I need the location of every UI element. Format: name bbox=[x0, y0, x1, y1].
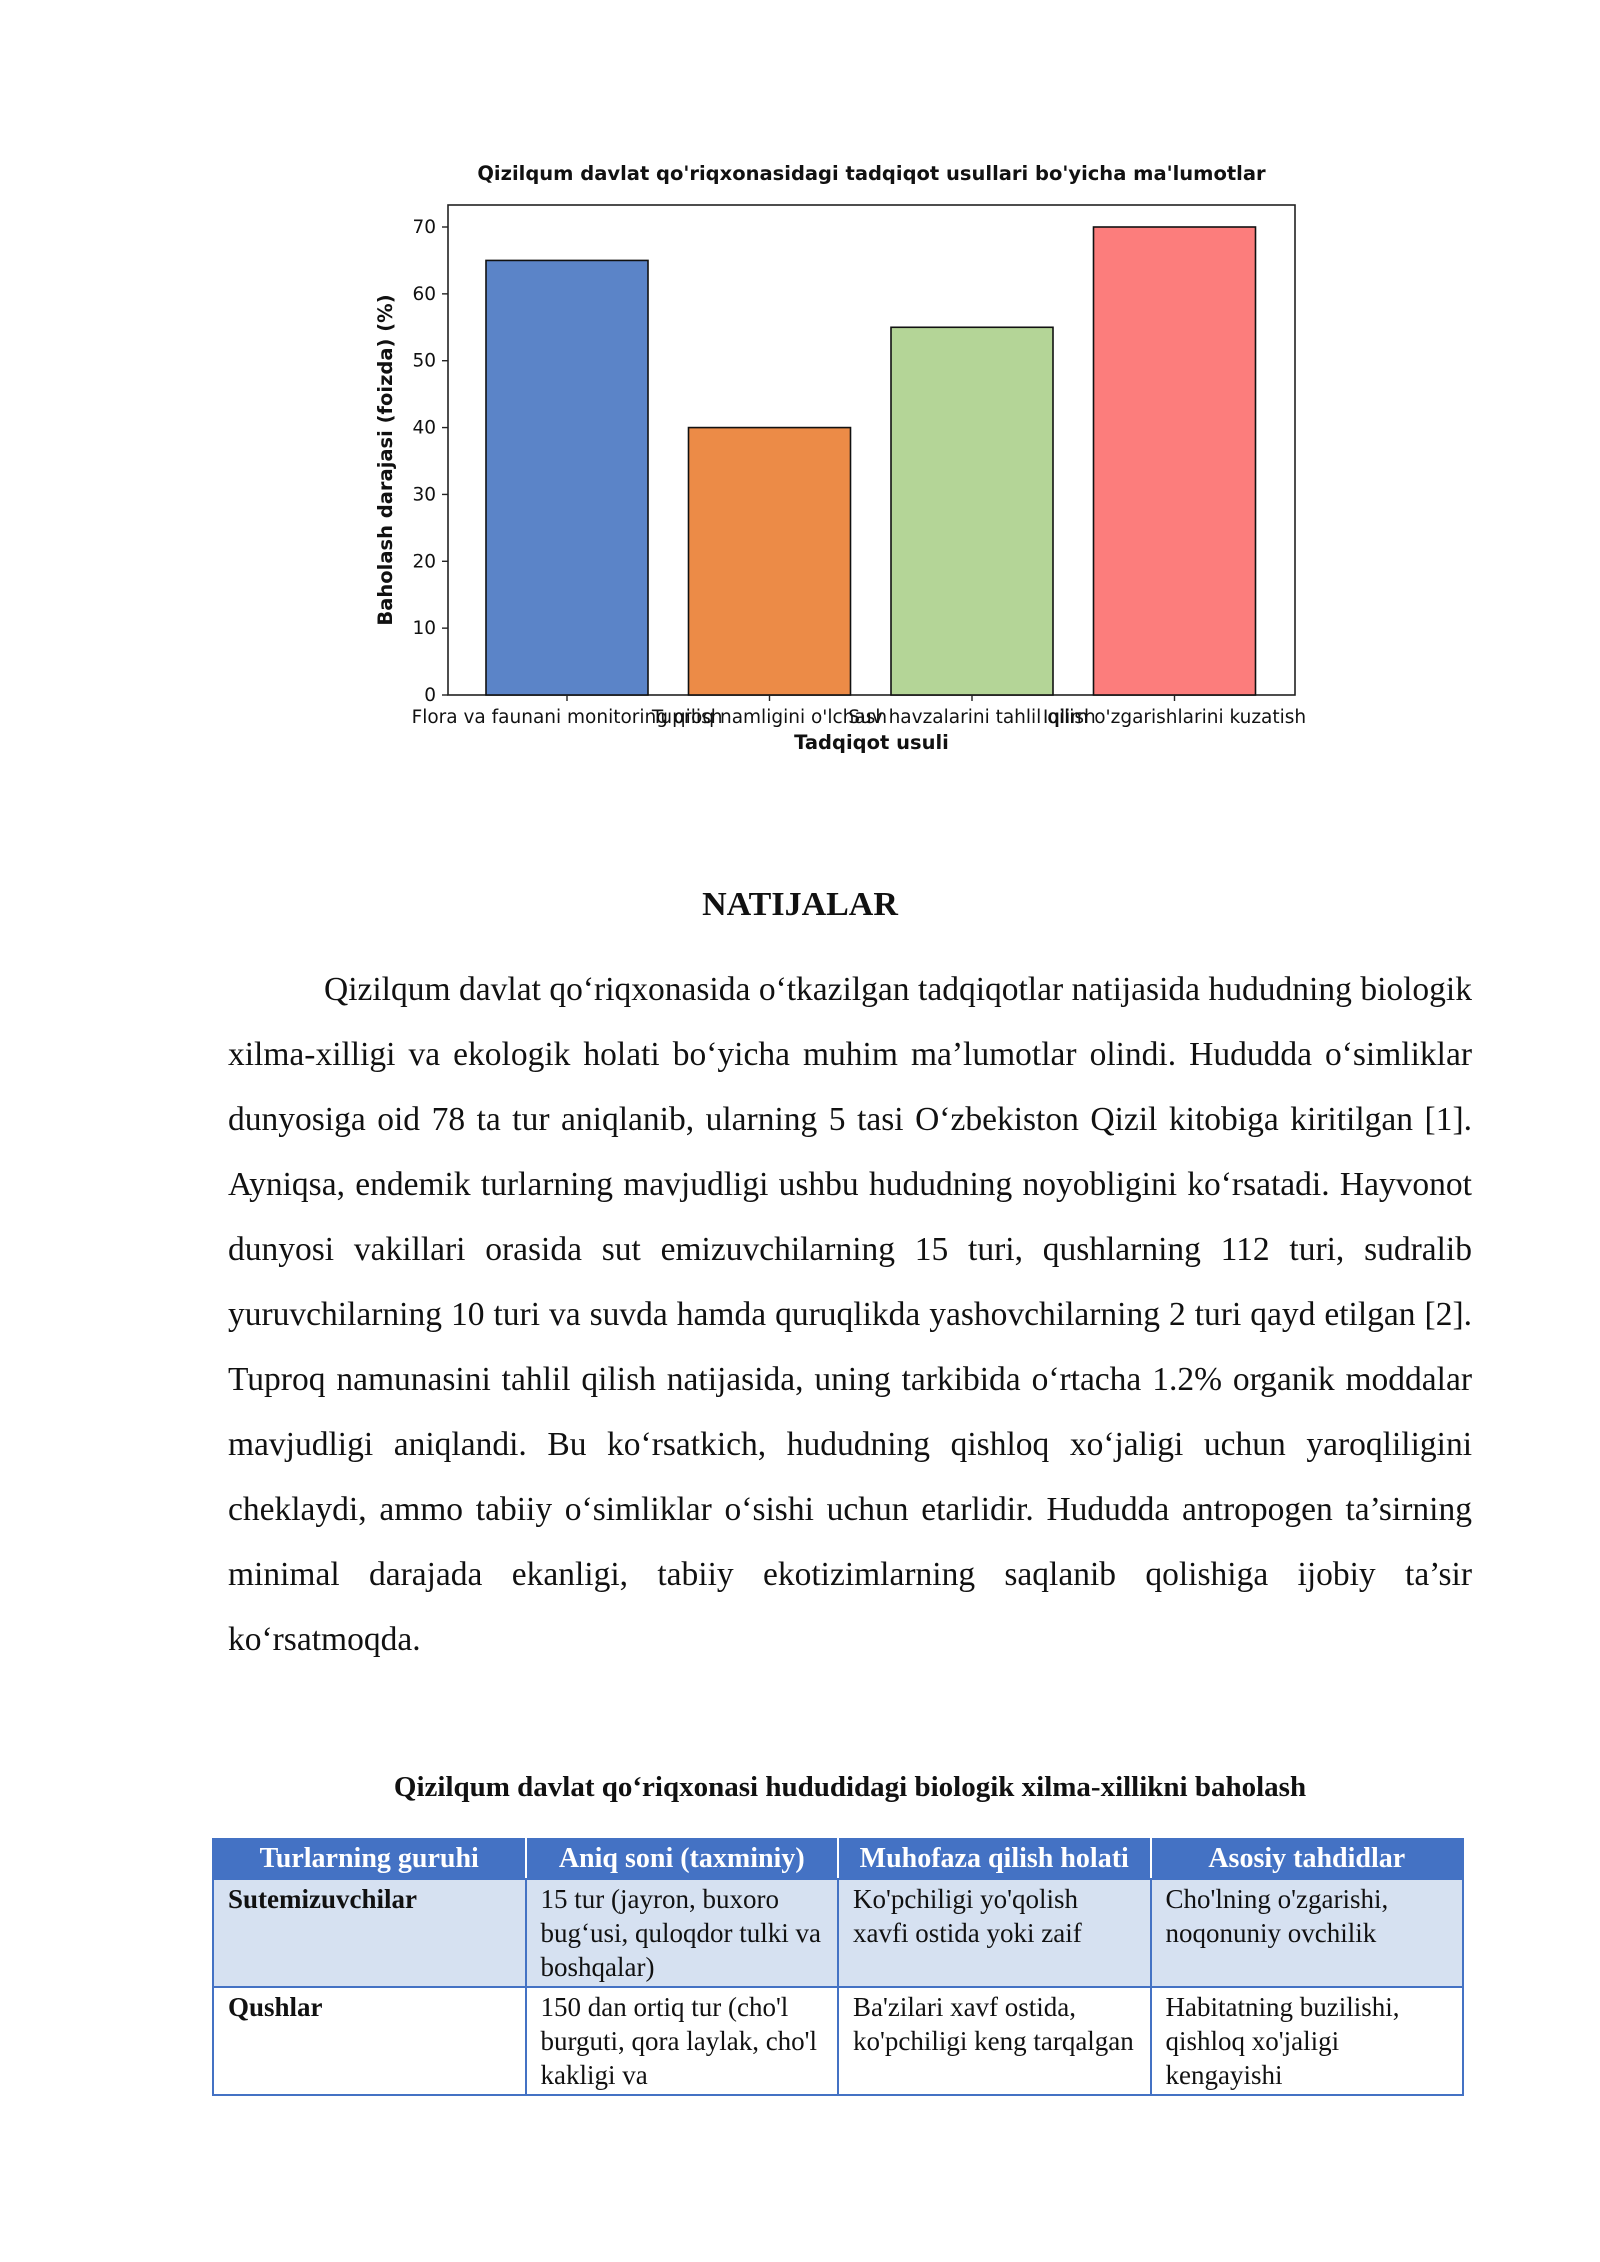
table-cell: Ko'pchiligi yo'qolish xavfi ostida yoki zaif bbox=[838, 1879, 1151, 1987]
biodiversity-table bbox=[212, 1838, 1464, 2096]
y-tick-label: 70 bbox=[412, 217, 436, 238]
body-paragraph: Qizilqum davlat qo‘riqxonasida o‘tkazilgan tadqiqotlar natijasida hududning biologik xilma-xilligi va ekologik holati bo‘yicha muhim ma’lumotlar olindi. Hududda o‘simliklar dunyosiga oid 78 ta tur aniqlanib, ularning 5 tasi O‘zbekiston Qizil kitobiga kiritilgan [1]. Ayniqsa, endemik turlarning mavjudligi ushbu hududning noyobligini ko‘rsatadi. Hayvonot dunyosi vakillari orasida sut emizuvchilarning 15 turi, qushlarning 112 turi, sudralib yuruvchilarning 10 turi va suvda hamda quruqlikda yashovchilarning 2 turi qayd etilgan [2]. Tuproq namunasini tahlil qilish natijasida, uning tarkibida o‘rtacha 1.2% organik moddalar mavjudligi aniqlandi. Bu ko‘rsatkich, hududning qishloq xo‘jaligi uchun yaroqliligini cheklaydi, ammo tabiiy o‘simliklar o‘sishi uchun etarlidir. Hududda antropogen ta’sirning minimal darajada ekanligi, tabiiy ekotizimlarning saqlanib qolishiga ijobiy ta’sir ko‘rsatmoqda. bbox=[228, 971, 1472, 1658]
y-tick-label: 30 bbox=[412, 484, 436, 506]
chart-canvas bbox=[360, 150, 1340, 770]
table-row bbox=[213, 1987, 1463, 2095]
bar-chart bbox=[360, 150, 1340, 770]
table-header-cell: Aniq soni (taxminiy) bbox=[526, 1839, 839, 1879]
y-tick-label: 20 bbox=[412, 551, 436, 573]
table-cell: Cho'lning o'zgarishi, noqonuniy ovchilik bbox=[1151, 1879, 1464, 1987]
y-tick-label: 60 bbox=[412, 283, 436, 305]
x-tick-label: Tuproq namligini o'lchash bbox=[651, 707, 888, 728]
table-header-row bbox=[213, 1839, 1463, 1879]
table-cell: Habitatning buzilishi, qishloq xo'jaligi kengayishi bbox=[1151, 1987, 1464, 2095]
table-row bbox=[213, 1879, 1463, 1987]
chart-title: Qizilqum davlat qo'riqxonasidagi tadqiqot usullari bo'yicha ma'lumotlar bbox=[477, 162, 1266, 185]
table-cell: Qushlar bbox=[213, 1987, 526, 2095]
x-tick-label: Flora va faunani monitoring qilish bbox=[411, 707, 723, 728]
y-tick-label: 50 bbox=[412, 350, 436, 372]
y-tick-label: 10 bbox=[412, 618, 436, 640]
x-tick-label: Suv havzalarini tahlil qilish bbox=[848, 707, 1096, 728]
bar-0 bbox=[486, 260, 648, 695]
table-cell: Ba'zilari xavf ostida, ko'pchiligi keng tarqalgan bbox=[838, 1987, 1151, 2095]
table-cell: Sutemizuvchilar bbox=[213, 1879, 526, 1987]
x-axis-label: Tadqiqot usuli bbox=[794, 731, 949, 754]
bar-1 bbox=[689, 428, 851, 695]
table-cell: 150 dan ortiq tur (cho'l burguti, qora laylak, cho'l kakligi va bbox=[526, 1987, 839, 2095]
table-caption: Qizilqum davlat qo‘riqxonasi hududidagi biologik xilma-xillikni baholash bbox=[393, 1771, 1307, 1803]
y-tick-label: 0 bbox=[424, 685, 436, 706]
bar-3 bbox=[1094, 227, 1256, 695]
section-title: NATIJALAR bbox=[702, 886, 898, 923]
table-header-cell: Turlarning guruhi bbox=[213, 1839, 526, 1879]
bar-2 bbox=[891, 327, 1053, 695]
x-tick-label: Iqlim o'zgarishlarini kuzatish bbox=[1042, 707, 1307, 728]
table-header-cell: Asosiy tahdidlar bbox=[1151, 1839, 1464, 1879]
y-axis-label: Baholash darajasi (foizda) (%) bbox=[374, 294, 397, 626]
table-cell: 15 tur (jayron, buxoro bug‘usi, quloqdor tulki va boshqalar) bbox=[526, 1879, 839, 1987]
y-tick-label: 40 bbox=[412, 417, 436, 439]
table-header-cell: Muhofaza qilish holati bbox=[838, 1839, 1151, 1879]
